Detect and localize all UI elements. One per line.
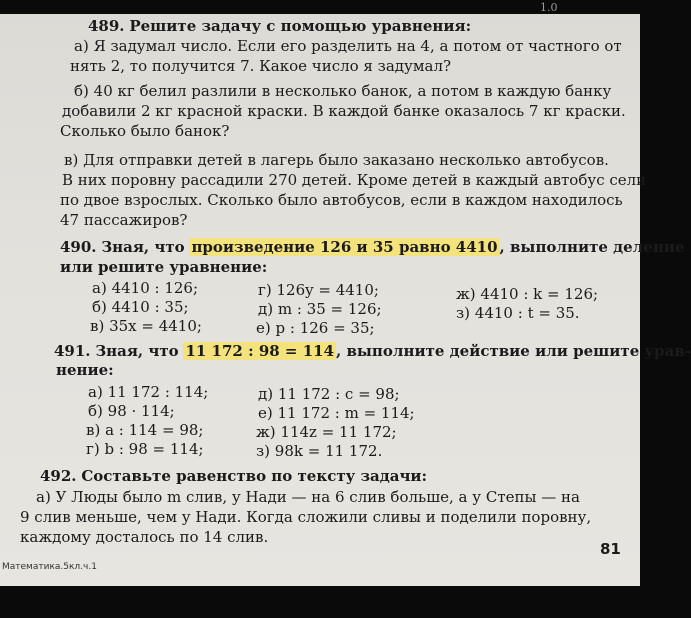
problem-489-heading	[88, 17, 471, 35]
problem-490-item-e: е) p : 126 = 35;	[256, 319, 375, 337]
problem-489-b-line1: б) 40 кг белил разлили в несколько банок, а потом в каждую банку	[74, 82, 612, 100]
problem-492-number: 492.	[40, 467, 77, 485]
problem-489-number: 489.	[88, 17, 125, 35]
bottom-dark-strip	[0, 586, 640, 618]
problem-492-heading	[40, 467, 427, 485]
problem-490-rest: , выполните деление	[499, 238, 685, 256]
page-number: 81	[600, 540, 621, 558]
problem-491-item-b: б) 98 · 114;	[88, 402, 175, 420]
problem-489-c-line1: в) Для отправки детей в лагерь было заказано несколько автобусов.	[64, 151, 609, 169]
problem-489-b-line2: добавили 2 кг красной краски. В каждой банке оказалось 7 кг краски.	[62, 102, 626, 120]
problem-491-rest: , выполните действие или решите урав-	[336, 342, 691, 360]
problem-491-highlight: 11 172 : 98 = 114	[185, 342, 335, 360]
problem-490-item-b: б) 4410 : 35;	[92, 298, 189, 316]
problem-491-intro: Зная, что	[95, 342, 179, 360]
problem-490-item-zh: ж) 4410 : k = 126;	[456, 285, 599, 303]
problem-490-item-z: з) 4410 : t = 35.	[456, 304, 580, 322]
problem-491-item-g: г) b : 98 = 114;	[86, 440, 204, 458]
problem-489-a-line1: а) Я задумал число. Если его разделить на 4, а потом от частного от	[74, 37, 622, 55]
problem-492-a-line3: каждому досталось по 14 слив.	[20, 528, 269, 546]
problem-491-heading	[54, 342, 691, 360]
problem-490-number: 490.	[60, 238, 97, 256]
problem-489-b-line3: Сколько было банок?	[60, 122, 230, 140]
problem-491-item-e: е) 11 172 : m = 114;	[258, 404, 415, 422]
problem-490-item-g: г) 126y = 4410;	[258, 281, 379, 299]
problem-492-title: Составьте равенство по тексту задачи:	[81, 467, 428, 485]
problem-491-item-zh: ж) 114z = 11 172;	[256, 423, 397, 441]
footer-book-title: Математика.5кл.ч.1	[2, 562, 97, 572]
problem-491-item-a: а) 11 172 : 114;	[88, 383, 209, 401]
problem-489-title: Решите задачу с помощью уравнения:	[129, 17, 472, 35]
problem-489-c-line3: по двое взрослых. Сколько было автобусов, если в каждом находилось	[60, 191, 623, 209]
problem-491-item-v: в) a : 114 = 98;	[86, 421, 204, 439]
problem-491-item-z: з) 98k = 11 172.	[256, 442, 383, 460]
problem-490-intro: Зная, что	[101, 238, 185, 256]
problem-489-a-line2: нять 2, то получится 7. Какое число я задумал?	[70, 57, 452, 75]
problem-491-item-d: д) 11 172 : c = 98;	[258, 385, 400, 403]
problem-490-highlight: произведение 126 и 35 равно 4410	[191, 238, 498, 256]
problem-491-line2: нение:	[56, 361, 114, 379]
problem-492-a-line1: а) У Люды было m слив, у Нади — на 6 слив больше, а у Степы — на	[36, 488, 580, 506]
problem-490-line2: или решите уравнение:	[60, 258, 268, 276]
problem-489-c-line2: В них поровну рассадили 270 детей. Кроме детей в каждый автобус сели	[62, 171, 647, 189]
problem-490-item-a: а) 4410 : 126;	[92, 279, 199, 297]
top-dark-strip	[0, 0, 640, 14]
problem-490-heading	[60, 238, 684, 256]
problem-492-a-line2: 9 слив меньше, чем у Нади. Когда сложили сливы и поделили поровну,	[20, 508, 592, 526]
top-strip-number: 1.0	[540, 1, 558, 14]
problem-490-item-v: в) 35x = 4410;	[90, 317, 202, 335]
problem-491-number: 491.	[54, 342, 91, 360]
problem-489-c-line4: 47 пассажиров?	[60, 211, 188, 229]
problem-490-item-d: д) m : 35 = 126;	[258, 300, 382, 318]
